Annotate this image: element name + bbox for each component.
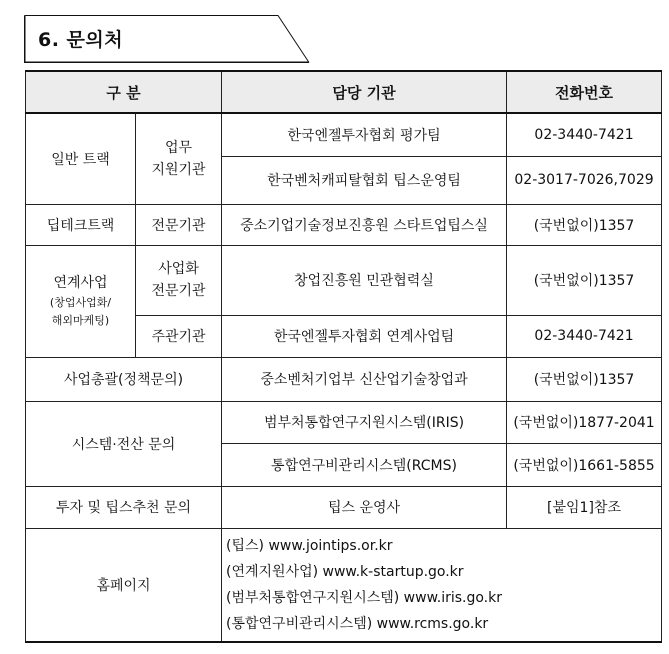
- table-row: [26, 528, 662, 642]
- agency-cell: 범부처통합연구지원시스템(IRIS): [222, 401, 507, 443]
- linked-sub-line: 전문기관: [151, 283, 206, 299]
- general-track-label: 일반 트랙: [26, 113, 136, 204]
- table-row: [26, 204, 662, 245]
- section-title: 6. 문의처: [38, 29, 124, 51]
- agency-cell: 중소기업기술정보진흥원 스타트업팁스실: [222, 204, 507, 245]
- section-header: [24, 15, 310, 63]
- policy-label: 사업총괄(정책문의): [26, 357, 222, 401]
- deeptech-sub: 전문기관: [136, 204, 222, 245]
- phone-cell: (국번없이)1357: [507, 245, 662, 315]
- table-row: [26, 486, 662, 528]
- table-row: [26, 357, 662, 401]
- phone-cell: 02-3017-7026,7029: [507, 156, 662, 204]
- agency-cell: 한국엔젤투자협회 평가팀: [222, 113, 507, 156]
- linked-sub: [136, 245, 222, 315]
- phone-cell: (국번없이)1661-5855: [507, 443, 662, 486]
- linked-label-sub: (창업사업화/: [49, 296, 112, 309]
- system-label: 시스템·전산 문의: [26, 401, 222, 486]
- agency-cell: 한국벤처캐피탈협회 팁스운영팀: [222, 156, 507, 204]
- agency-cell: 중소벤처기업부 신산업기술창업과: [222, 357, 507, 401]
- table-header-row: [26, 71, 662, 113]
- homepage-links: [222, 528, 662, 642]
- phone-cell: 02-3440-7421: [507, 113, 662, 156]
- linked-label-main: 연계사업: [53, 275, 108, 291]
- homepage-link[interactable]: (범부처통합연구지원시스템) www.iris.go.kr: [226, 589, 502, 606]
- homepage-link[interactable]: (연계지원사업) www.k-startup.go.kr: [226, 563, 464, 580]
- general-track-sub-line: 업무: [164, 139, 193, 156]
- agency-cell: 창업진흥원 민관협력실: [222, 245, 507, 315]
- linked-sub: 주관기관: [136, 315, 222, 357]
- table-row: [26, 113, 662, 156]
- agency-cell: 한국엔젤투자협회 연계사업팀: [222, 315, 507, 357]
- phone-cell: (국번없이)1357: [507, 204, 662, 245]
- header-category: 구 분: [26, 71, 222, 113]
- linked-sub-line: 사업화: [158, 261, 199, 277]
- investment-label: 투자 및 팁스추천 문의: [26, 486, 222, 528]
- general-track-sub-line: 지원기관: [151, 161, 206, 178]
- deeptech-label: 딥테크트랙: [26, 204, 136, 245]
- header-agency: 담당 기관: [222, 71, 507, 113]
- table-row: [26, 245, 662, 315]
- phone-cell: (국번없이)1877-2041: [507, 401, 662, 443]
- homepage-link[interactable]: (통합연구비관리시스템) www.rcms.go.kr: [226, 615, 489, 632]
- linked-label: [26, 245, 136, 357]
- agency-cell: 팁스 운영사: [222, 486, 507, 528]
- phone-cell: [붙임1]참조: [507, 486, 662, 528]
- homepage-label: 홈페이지: [26, 528, 222, 642]
- homepage-link[interactable]: (팁스) www.jointips.or.kr: [226, 537, 393, 554]
- phone-cell: 02-3440-7421: [507, 315, 662, 357]
- header-phone: 전화번호: [507, 71, 662, 113]
- table-row: [26, 401, 662, 443]
- agency-cell: 통합연구비관리시스템(RCMS): [222, 443, 507, 486]
- phone-cell: (국번없이)1357: [507, 357, 662, 401]
- contact-table: [25, 70, 662, 643]
- linked-label-sub: 해외마케팅): [51, 314, 110, 327]
- general-track-sub: [136, 113, 222, 204]
